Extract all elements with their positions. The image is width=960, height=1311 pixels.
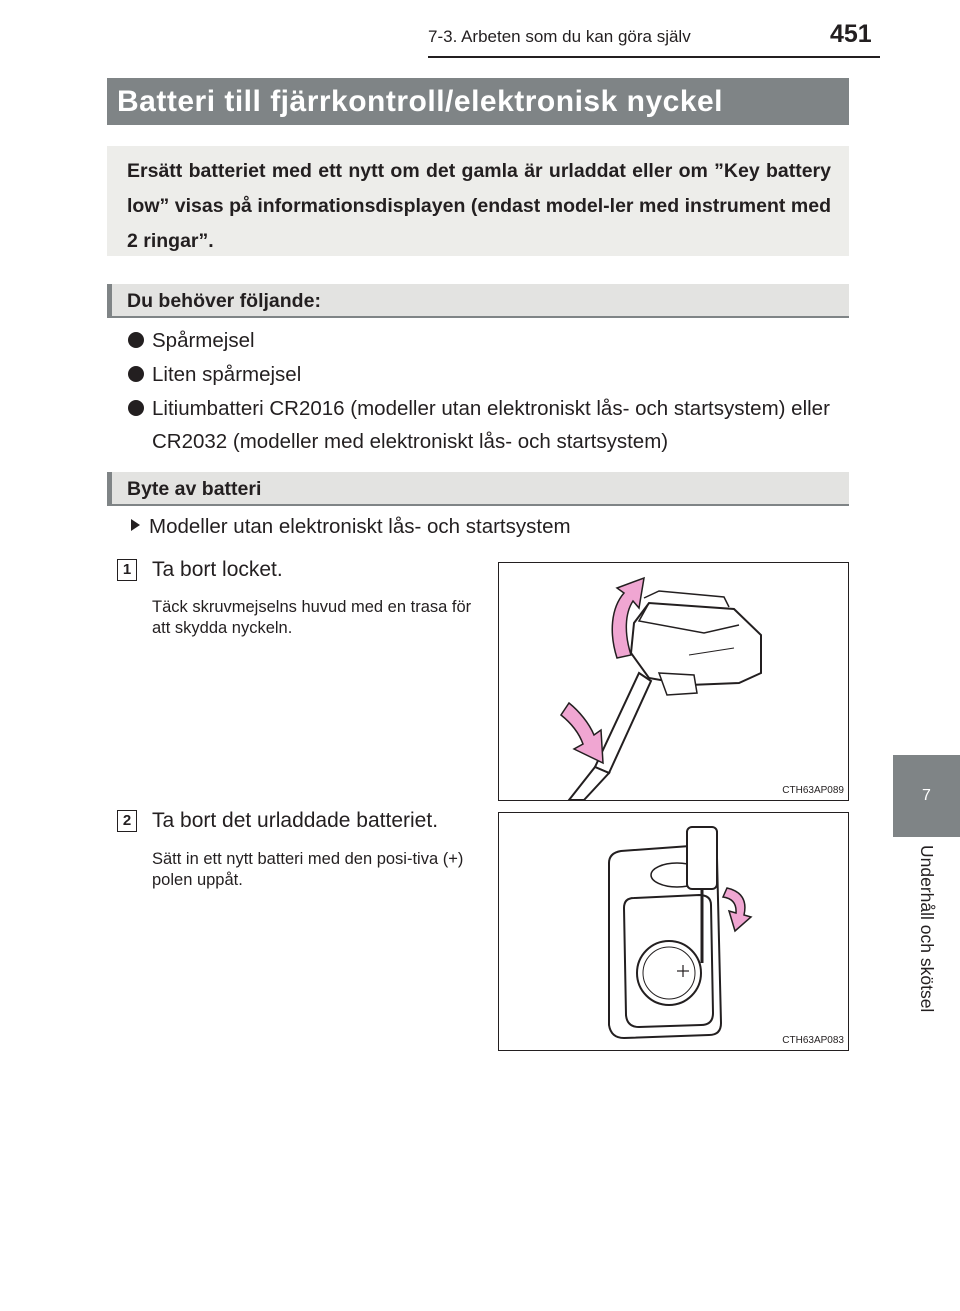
list-item <box>128 324 858 357</box>
key-cover-drawing <box>499 563 848 800</box>
bullet-icon <box>128 400 144 416</box>
section-heading-replace: Byte av batteri <box>107 472 849 506</box>
chapter-label: Underhåll och skötsel <box>917 845 937 1013</box>
step-2-note: Sätt in ett nytt batteri med den posi-tiva (+) polen uppåt. <box>152 850 464 889</box>
section-heading-needed: Du behöver följande: <box>107 284 849 318</box>
model-variant <box>131 515 571 539</box>
needed-list <box>128 324 858 458</box>
battery-removal-illustration <box>498 812 849 1051</box>
intro-box <box>107 146 849 256</box>
battery-drawing <box>499 813 848 1050</box>
list-item-text: Spårmejsel <box>152 329 255 352</box>
step-number-2: 2 <box>117 810 137 832</box>
list-item-text: Liten spårmejsel <box>152 363 302 386</box>
step-1-title: Ta bort locket. <box>152 558 283 581</box>
intro-text: Ersätt batteriet med ett nytt om det gamla är urladdat eller om ”Key battery low” visas på informationsdisplayen (endast model-ler med instrument med 2 ringar”. <box>127 160 831 252</box>
list-item <box>128 358 858 391</box>
triangle-bullet-icon <box>131 519 140 531</box>
step-2-title: Ta bort det urladdade batteriet. <box>152 809 439 832</box>
running-header: 7-3. Arbeten som du kan göra själv <box>428 27 691 46</box>
page-title: Batteri till fjärrkontroll/elektronisk nyckel <box>107 78 849 125</box>
key-cover-removal-illustration <box>498 562 849 801</box>
header-rule <box>428 56 880 58</box>
page-number: 451 <box>830 20 872 48</box>
list-item <box>128 392 858 458</box>
figure-code: CTH63AP083 <box>782 1035 844 1046</box>
bullet-icon <box>128 366 144 382</box>
bullet-icon <box>128 332 144 348</box>
figure-code: CTH63AP089 <box>782 785 844 796</box>
chapter-tab: 7 <box>893 755 960 837</box>
list-item-text: Litiumbatteri CR2016 (modeller utan elektroniskt lås- och startsystem) eller CR2032 (modeller med elektroniskt lås- och startsystem) <box>152 397 830 453</box>
step-number-1: 1 <box>117 559 137 581</box>
model-variant-text: Modeller utan elektroniskt lås- och startsystem <box>149 515 571 538</box>
step-1-note: Täck skruvmejselns huvud med en trasa för att skydda nyckeln. <box>152 598 472 637</box>
